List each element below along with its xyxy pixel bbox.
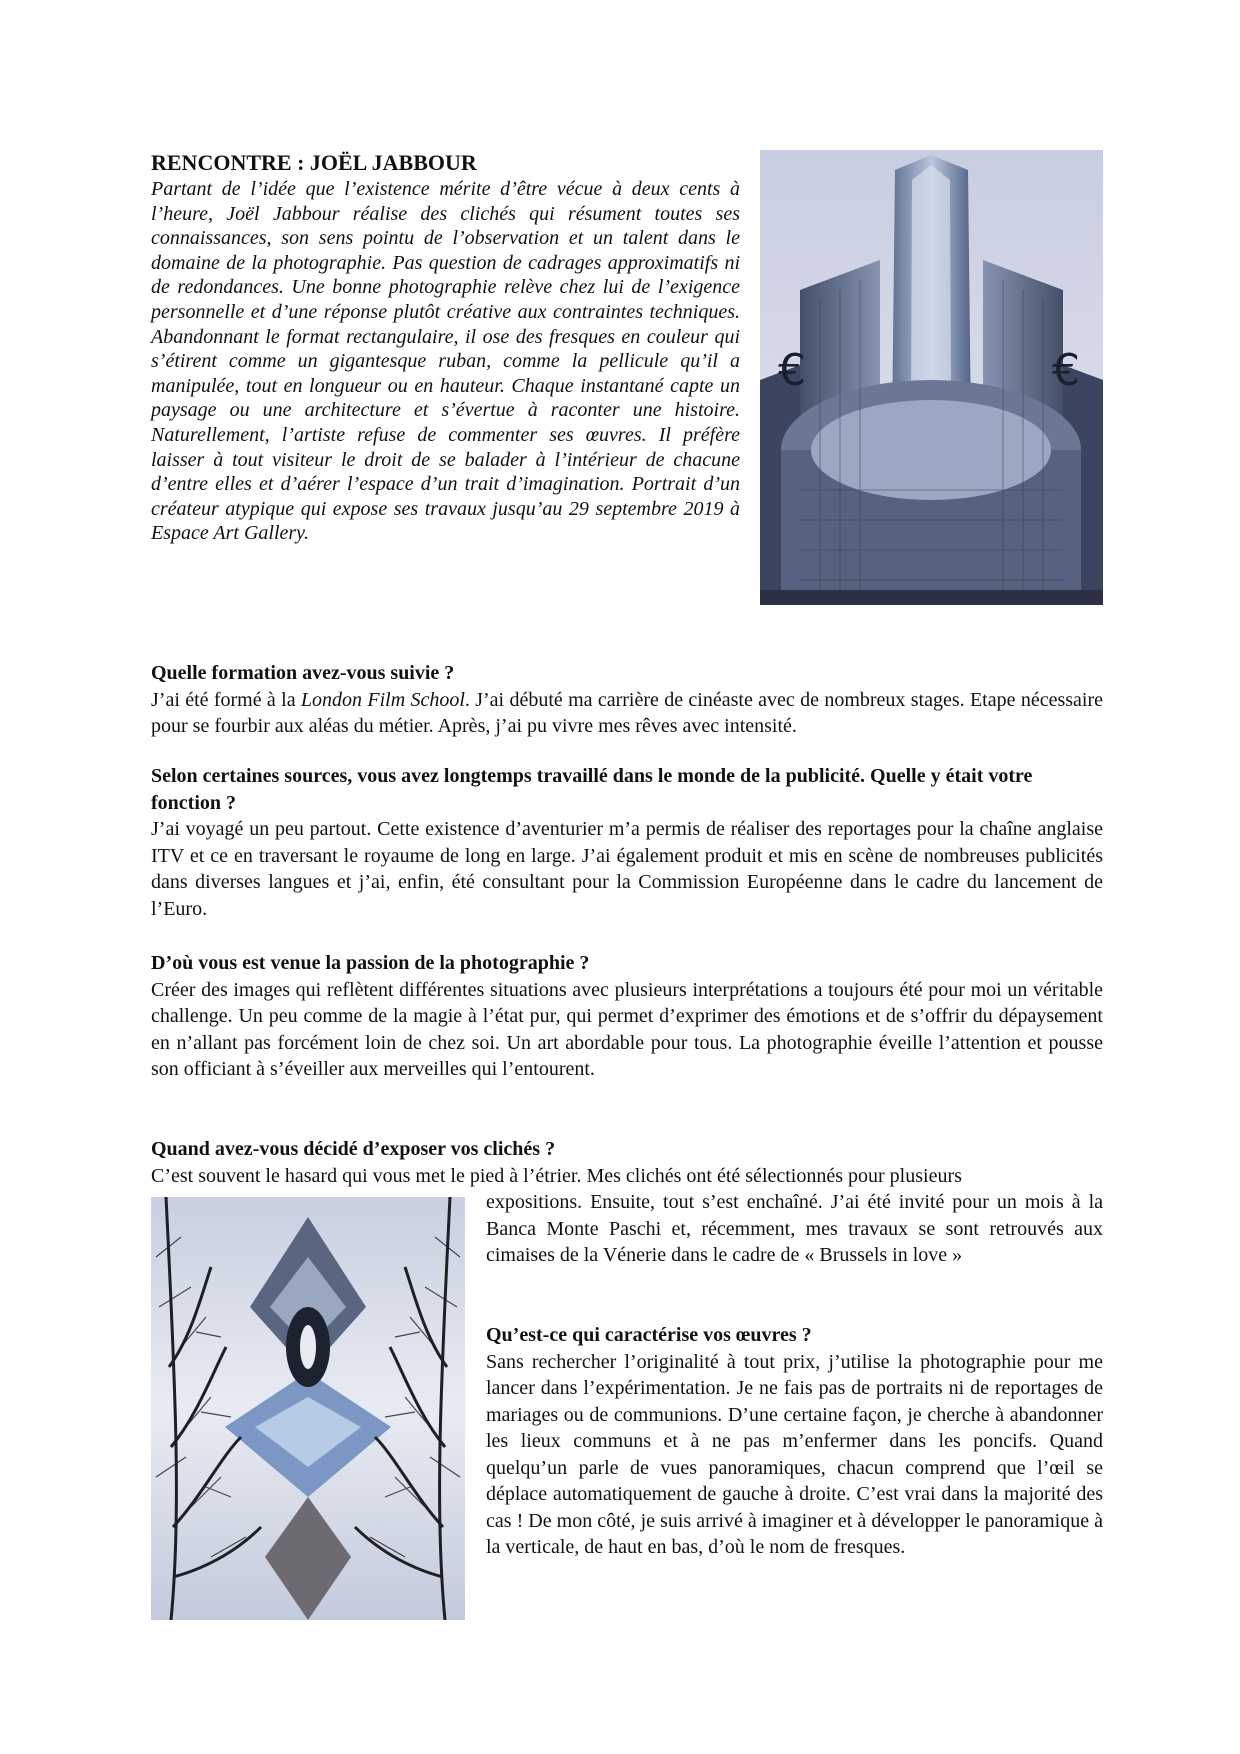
answer-3: Créer des images qui reflètent différentes situations avec plusieurs interprétations a toujours été pour moi un véritable challenge. Un peu comme de la magie à l’état pur, qui permet d’exprimer des émotions et de s’offrir du dépaysement en n’allant pas forcément loin de chez soi. Un art abordable pour tous. La photographie éveille l’attention et pousse son officiant à s’éveiller aux merveilles qui l’entourent. (151, 978, 1103, 1080)
tower-photo (760, 150, 1103, 605)
answer-1-post: . J’ai débuté ma carrière de cinéaste avec de nombreux stages. Etape nécessaire pour se fourbir aux aléas du métier. Après, j’ai pu vivre mes rêves avec intensité. (151, 688, 1103, 737)
answer-4-line1: C’est souvent le hasard qui vous met le pied à l’étrier. Mes clichés ont été sélectionnés pour plusieurs (151, 1164, 962, 1187)
qa-block-3 (151, 950, 1103, 1083)
question-1: Quelle formation avez-vous suivie ? (151, 662, 455, 684)
fresco-photo (151, 1197, 465, 1620)
answer-4-rest: expositions. Ensuite, tout s’est enchaîné. J’ai été invité pour un mois à la Banca Monte Paschi et, récemment, mes travaux se sont retrouvés aux cimaises de la Vénerie dans le cadre de « Brussels in love » (486, 1191, 1103, 1266)
answer-2: J’ai voyagé un peu partout. Cette existence d’aventurier m’a permis de réaliser des reportages pour la chaîne anglaise ITV et ce en traversant le royaume de long en large. J’ai également produit et mis en scène de nombreuses publicités dans diverses langues et j’ai, enfin, été consultant pour la Commission Européenne dans le cadre du lancement de l’Euro. (151, 818, 1103, 920)
qa-block-5 (486, 1322, 1103, 1561)
qa-block-1 (151, 660, 1103, 740)
question-2: Selon certaines sources, vous avez longtemps travaillé dans le monde de la publicité. Quelle y était votre fonction ? (151, 765, 1033, 814)
answer-1-pre: J’ai été formé à la (151, 688, 301, 711)
question-3: D’où vous est venue la passion de la photographie ? (151, 952, 590, 974)
article-title: RENCONTRE : JOËL JABBOUR (151, 150, 477, 175)
article-intro: Partant de l’idée que l’existence mérite d’être vécue à deux cents à l’heure, Joël Jabbour réalise des clichés qui résument toutes ses connaissances, son sens pointu de l’observation et un talent dans le domaine de la photographie. Pas question de cadrages approximatifs ni de redondances. Une bonne photographie relève chez lui de l’exigence personnelle et d’une réponse plutôt créative aux contraintes techniques. Abandonnant le format rectangulaire, il ose des fresques en couleur qui s’étirent comme un gigantesque ruban, comme la pellicule qu’il a manipulée, tout en longueur ou en hauteur. Chaque instantané capte un paysage ou une architecture et s’évertue à raconter une histoire. Naturellement, l’artiste refuse de commenter ses œuvres. Il préfère laisser à tout visiteur le droit de se balader à l’intérieur de chacune d’entre elles et d’aérer l’espace d’un trait d’imagination. Portrait d’un créateur atypique qui expose ses travaux jusqu’au 29 septembre 2019 à Espace Art Gallery. (151, 178, 740, 545)
svg-text:€: € (778, 345, 806, 396)
question-4: Quand avez-vous décidé d’exposer vos clichés ? (151, 1138, 556, 1160)
qa-block-2 (151, 763, 1103, 922)
answer-5: Sans rechercher l’originalité à tout prix, j’utilise la photographie pour me lancer dans l’expérimentation. Je ne fais pas de portraits ni de reportages de mariages ou de communions. D’une certaine façon, je cherche à abandonner les lieux communs et à ne pas m’enfermer dans les poncifs. Quand quelqu’un parle de vues panoramiques, chacun comprend que l’œil se déplace automatiquement de gauche à droite. C’est vrai dans la majorité des cas ! De mon côté, je suis arrivé à imaginer et à développer le panoramique à la verticale, de haut en bas, d’où le nom de fresques. (486, 1350, 1103, 1558)
answer-1-school: London Film School (300, 688, 465, 711)
question-5: Qu’est-ce qui caractérise vos œuvres ? (486, 1324, 812, 1346)
answer-1 (151, 687, 1103, 740)
svg-text:€: € (1052, 345, 1080, 396)
